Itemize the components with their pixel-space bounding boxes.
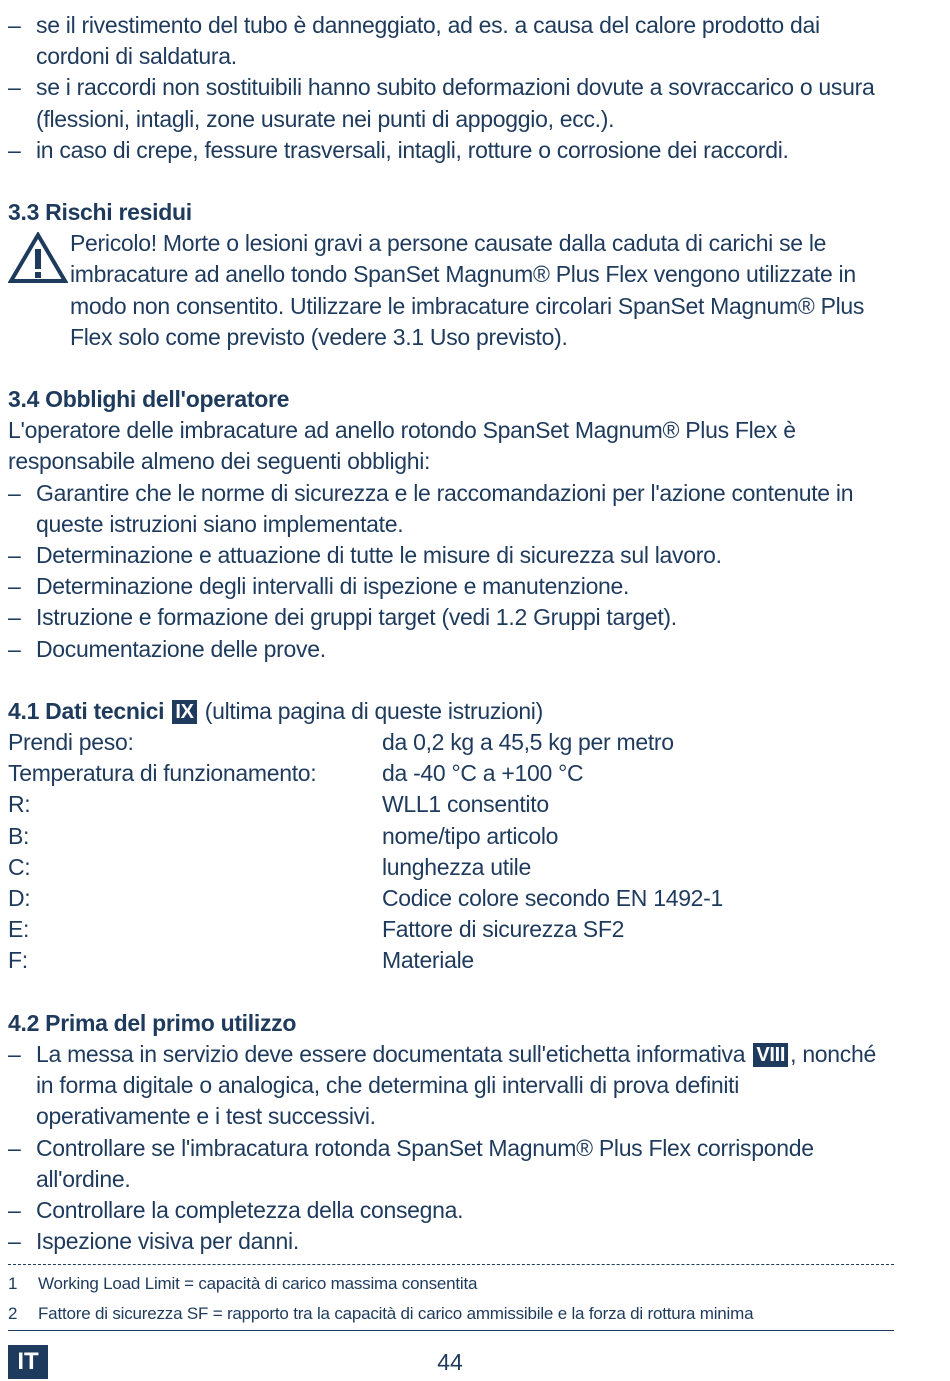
row-key: Prendi peso:	[8, 729, 134, 756]
language-badge: IT	[8, 1345, 48, 1379]
document-page	[8, 10, 898, 1257]
section-title-3-4: 3.4 Obblighi dell'operatore	[8, 386, 290, 413]
page-number: 44	[437, 1349, 463, 1375]
footnote	[8, 1269, 894, 1299]
ref-badge-ix: IX	[172, 700, 196, 724]
list-item: – se i raccordi non sostituibili hanno subito deformazioni dovute a sovraccarico o usura (flessioni, intagli, zone usurate nei punti di appoggio, ecc.).	[8, 72, 898, 134]
list-item	[8, 1039, 898, 1133]
row-value: Codice colore secondo EN 1492-1	[382, 885, 724, 912]
list-item: – Controllare se l'imbracatura rotonda SpanSet Magnum® Plus Flex corrisponde all'ordine.	[8, 1133, 898, 1195]
footnote-number: 2	[8, 1304, 18, 1323]
warning-text	[8, 228, 898, 353]
footnote-text: Fattore di sicurezza SF = rapporto tra la capacità di carico ammissibile e la forza di rottura minima	[38, 1304, 754, 1323]
row-value: nome/tipo articolo	[382, 822, 559, 849]
table-row	[8, 852, 723, 883]
row-value: WLL1 consentito	[382, 791, 549, 818]
list-item: – Documentazione delle prove.	[8, 634, 898, 665]
row-key: Temperatura di funzionamento:	[8, 760, 317, 787]
item-text: , nonché in forma digitale o analogica, che determina gli intervalli di prova definiti operativamente e i test successivi.	[36, 1040, 876, 1130]
list-item: – Determinazione e attuazione di tutte le misure di sicurezza sul lavoro.	[8, 540, 898, 571]
intro-list	[8, 10, 898, 166]
tech-data-suffix: (ultima pagina di queste istruzioni)	[204, 697, 543, 724]
list-item: – Ispezione visiva per danni.	[8, 1226, 898, 1257]
item-text: La messa in servizio deve essere documentata sull'etichetta informativa	[36, 1040, 746, 1067]
footnote-text: Working Load Limit = capacità di carico massima consentita	[38, 1274, 478, 1293]
list-item: – se il rivestimento del tubo è danneggiato, ad es. a causa del calore prodotto dai cordoni di saldatura.	[8, 10, 898, 72]
row-key: E:	[8, 916, 30, 943]
warning-block	[8, 228, 898, 353]
table-row	[8, 914, 723, 945]
footnotes	[8, 1264, 894, 1329]
row-value: da 0,2 kg a 45,5 kg per metro	[382, 729, 674, 756]
footer-divider	[8, 1330, 894, 1331]
warning-triangle-icon	[8, 232, 68, 284]
table-row	[8, 789, 723, 820]
table-row	[8, 727, 723, 758]
row-key: D:	[8, 885, 31, 912]
list-item: – Determinazione degli intervalli di ispezione e manutenzione.	[8, 571, 898, 602]
operator-duties-list	[8, 478, 898, 665]
table-row	[8, 821, 723, 852]
row-key: R:	[8, 791, 31, 818]
first-use-list	[8, 1039, 898, 1257]
ref-badge-viii: VIII	[753, 1043, 788, 1067]
table-row	[8, 883, 723, 914]
row-value: da -40 °C a +100 °C	[382, 760, 584, 787]
list-item: – in caso di crepe, fessure trasversali, intagli, rotture o corrosione dei raccordi.	[8, 135, 898, 166]
table-row	[8, 758, 723, 789]
tech-data-table	[8, 727, 723, 977]
row-value: Materiale	[382, 947, 474, 974]
operator-intro: L'operatore delle imbracature ad anello rotondo SpanSet Magnum® Plus Flex è responsabile almeno dei seguenti obblighi:	[8, 417, 796, 475]
row-value: Fattore di sicurezza SF2	[382, 916, 625, 943]
section-title-4-2: 4.2 Prima del primo utilizzo	[8, 1009, 297, 1036]
footnote-number: 1	[8, 1274, 18, 1293]
section-title-4-1	[8, 696, 898, 727]
row-key: F:	[8, 947, 28, 974]
list-item: – Controllare la completezza della consegna.	[8, 1195, 898, 1226]
row-key: C:	[8, 853, 31, 880]
footnote	[8, 1299, 894, 1329]
table-row	[8, 945, 723, 976]
list-item: – Garantire che le norme di sicurezza e le raccomandazioni per l'azione contenute in queste istruzioni siano implementate.	[8, 478, 898, 540]
warning-text-content: Pericolo! Morte o lesioni gravi a persone causate dalla caduta di carichi se le imbracature ad anello tondo SpanSet Magnum® Plus Flex vengono utilizzate in modo non consentito. Utilizzare le imbracature circolari SpanSet Magnum® Plus Flex solo come previsto (vedere 3.1 Uso previsto).	[70, 230, 865, 350]
row-value: lunghezza utile	[382, 853, 531, 880]
row-key: B:	[8, 822, 30, 849]
tech-data-title: 4.1 Dati tecnici	[8, 697, 165, 724]
section-title-3-3: 3.3 Rischi residui	[8, 199, 192, 226]
list-item: – Istruzione e formazione dei gruppi target (vedi 1.2 Gruppi target).	[8, 602, 898, 633]
